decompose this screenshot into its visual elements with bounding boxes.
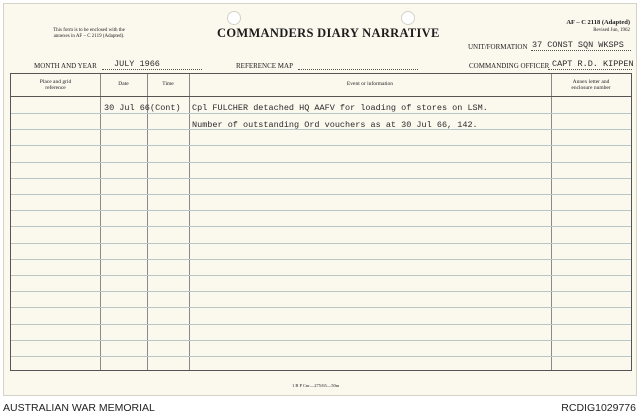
header-rule bbox=[11, 96, 631, 97]
month-value: JULY 1966 bbox=[114, 59, 160, 69]
ruled-line bbox=[11, 324, 631, 325]
archive-footer bbox=[0, 398, 640, 418]
ruled-line bbox=[11, 307, 631, 308]
column-header-line: reference bbox=[45, 85, 66, 91]
column-divider bbox=[189, 74, 190, 370]
ruled-line bbox=[11, 162, 631, 163]
ruled-line bbox=[11, 340, 631, 341]
form-title: COMMANDERS DIARY NARRATIVE bbox=[217, 26, 440, 40]
column-header-date: Date bbox=[118, 81, 129, 87]
ruled-line bbox=[11, 178, 631, 179]
ref-map-label: REFERENCE MAP bbox=[236, 62, 293, 70]
archive-id: RCDIG1029776 bbox=[561, 402, 636, 414]
ruled-line bbox=[11, 113, 631, 114]
entry-date: 30 Jul 66 bbox=[104, 103, 150, 113]
ruled-line bbox=[11, 356, 631, 357]
column-header-line: enclosure number bbox=[571, 85, 611, 91]
archive-credit: AUSTRALIAN WAR MEMORIAL bbox=[3, 402, 155, 414]
co-label: COMMANDING OFFICER bbox=[469, 62, 550, 70]
column-divider bbox=[147, 74, 148, 370]
diary-form bbox=[3, 3, 637, 396]
ruled-line bbox=[11, 210, 631, 211]
column-header-line: Annex letter and bbox=[572, 79, 610, 85]
column-header-line: Place and grid bbox=[39, 79, 72, 85]
column-header-annex bbox=[551, 79, 631, 91]
column-header-event: Event or information bbox=[346, 81, 394, 87]
entry-event: Cpl FULCHER detached HQ AAFV for loading of stores on LSM. bbox=[192, 103, 488, 113]
column-divider bbox=[100, 74, 101, 370]
entry-event: Number of outstanding Ord vouchers as at 30 Jul 66, 142. bbox=[192, 120, 478, 130]
column-divider bbox=[551, 74, 552, 370]
month-underline bbox=[102, 69, 202, 70]
print-code: 1 B P Cnr—275/65—50m bbox=[292, 383, 340, 388]
ref-map-underline bbox=[298, 69, 418, 70]
ruled-line bbox=[11, 145, 631, 146]
form-note-line: This form is to be enclosed with the bbox=[53, 28, 125, 33]
punch-hole bbox=[227, 11, 241, 25]
unit-underline bbox=[531, 50, 631, 51]
month-label: MONTH AND YEAR bbox=[34, 62, 97, 70]
revised-date: Revised Jun, 1962 bbox=[593, 28, 630, 33]
column-header-time: Time bbox=[162, 81, 174, 87]
ruled-line bbox=[11, 275, 631, 276]
form-code: AF – C 2118 (Adapted) bbox=[566, 19, 630, 26]
co-underline bbox=[548, 69, 632, 70]
ruled-line bbox=[11, 194, 631, 195]
column-header-place bbox=[11, 79, 100, 91]
punch-hole bbox=[401, 11, 415, 25]
form-note-line: annexes in AF – C 2119 (Adapted). bbox=[53, 34, 125, 39]
entry-time: (Cont) bbox=[150, 103, 181, 113]
diary-table bbox=[10, 73, 632, 371]
ruled-line bbox=[11, 243, 631, 244]
unit-value: 37 CONST SQN WKSPS bbox=[532, 40, 624, 50]
unit-label: UNIT/FORMATION bbox=[468, 43, 528, 51]
form-note bbox=[34, 28, 144, 40]
ruled-line bbox=[11, 291, 631, 292]
ruled-line bbox=[11, 226, 631, 227]
ruled-line bbox=[11, 259, 631, 260]
co-value: CAPT R.D. KIPPEN bbox=[552, 59, 634, 69]
